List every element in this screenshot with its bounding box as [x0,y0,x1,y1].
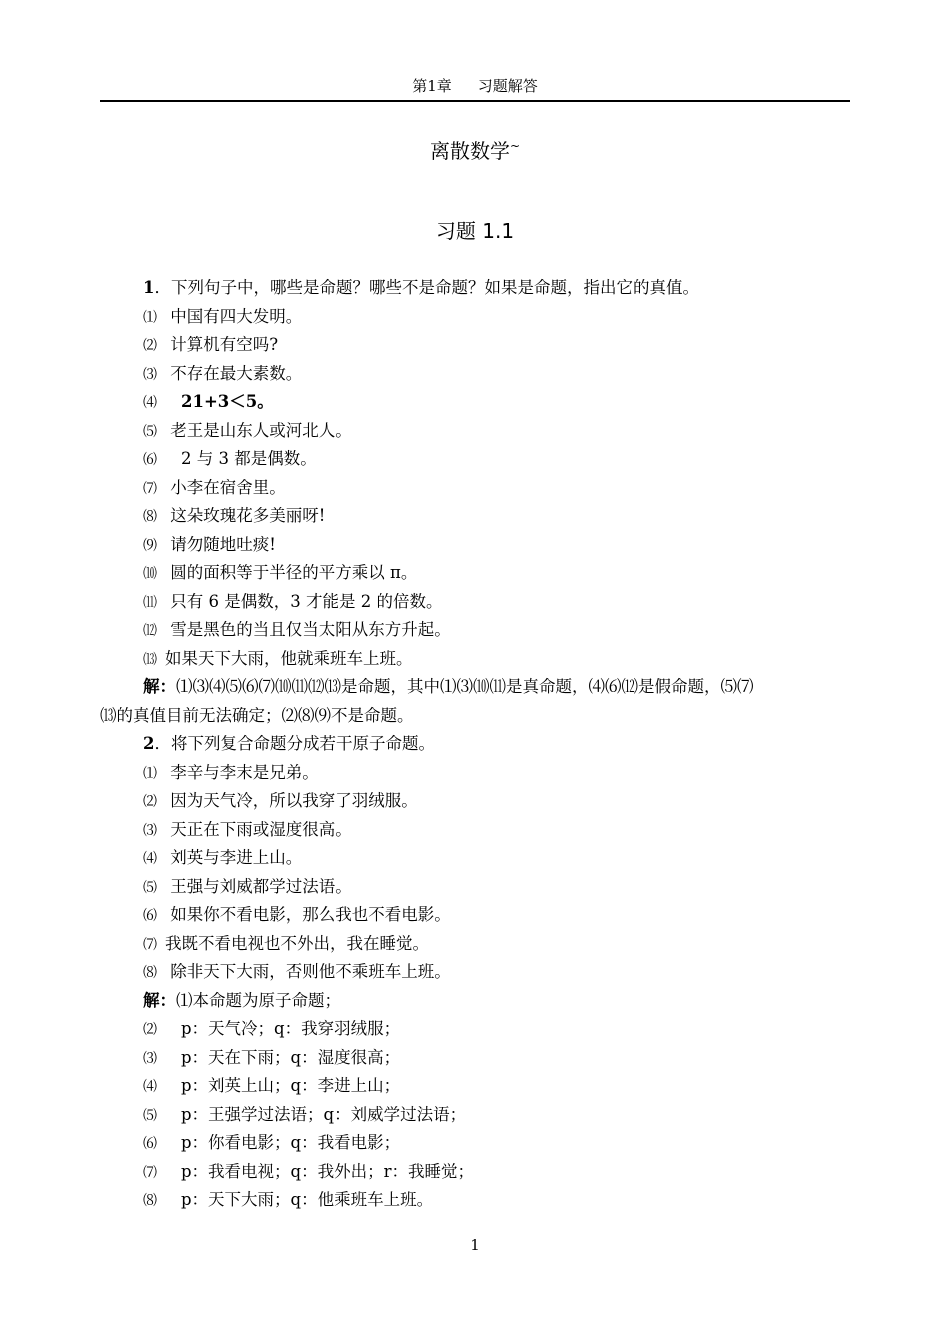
item-text: 圆的面积等于半径的平方乘以 π。 [170,563,418,582]
item-text: 只有 6 是偶数，3 才能是 2 的倍数。 [170,591,443,611]
answer-text: ⒀的真值目前无法确定；⑵⑻⑼不是命题。 [100,705,414,725]
list-item [100,759,850,788]
list-item [100,616,850,645]
list-item [100,360,850,389]
item-number: ⑶ [143,1050,156,1067]
item-number: ⑽ [143,566,156,582]
page-number: 1 [470,1236,480,1254]
item-number: ⑺ [143,1164,156,1181]
question-1-stem [100,274,850,303]
item-text: 除非天下大雨，否则他不乘班车上班。 [170,962,451,981]
item-text: p：天下大雨；q：他乘班车上班。 [181,1190,434,1209]
item-number: ⑻ [143,965,156,981]
list-item [100,816,850,845]
item-number: ⑹ [143,452,156,468]
list-item [100,901,850,930]
item-number: ⑹ [143,1136,156,1152]
item-text: 请勿随地吐痰! [170,534,276,554]
list-item [100,445,850,474]
item-number: ⑻ [143,509,156,525]
answer-text: ⑴本命题为原子命题； [176,990,341,1010]
answer-label: 解： [143,677,176,696]
answer-item [100,1129,850,1158]
question-2-text: ．将下列复合命题分成若干原子命题。 [154,734,435,753]
item-text: p：天在下雨；q：湿度很高； [181,1047,401,1067]
item-number: ⑶ [143,366,156,383]
document-body [100,274,850,1215]
running-header [100,76,850,96]
list-item [100,531,850,560]
header-rule [100,100,850,102]
item-number: ⑺ [143,480,156,497]
item-text: 王强与刘威都学过法语。 [170,876,352,896]
item-text: 不存在最大素数。 [170,363,303,383]
item-text: p：天气冷；q：我穿羽绒服； [181,1019,401,1038]
question-1-number: 1 [143,278,155,297]
answer-item [100,1158,850,1187]
item-text: 天正在下雨或湿度很高。 [170,819,352,839]
item-text: 我既不看电视也不外出，我在睡觉。 [165,933,429,953]
list-item [100,331,850,360]
item-text: 刘英与李进上山。 [170,848,303,867]
document-title [100,132,850,165]
section-title: 习题 1.1 [435,219,515,243]
list-item [100,303,850,332]
item-number: ⑵ [143,338,156,354]
item-number: ⑾ [143,594,156,611]
header-chapter: 第1章 [412,77,452,95]
item-text: p：王强学过法语；q：刘威学过法语； [181,1104,467,1124]
list-item [100,873,850,902]
item-number: ⑹ [143,908,156,924]
list-item [100,645,850,674]
list-item [100,930,850,959]
item-text: 小李在宿舍里。 [170,477,286,497]
item-number: ⑻ [143,1193,156,1209]
item-text: 21+3＜5。 [181,392,274,411]
item-text: p：我看电视；q：我外出；r：我睡觉； [181,1161,475,1181]
item-number: ⑴ [143,309,156,326]
item-number: ⑿ [143,623,156,639]
item-text: p：你看电影；q：我看电影； [181,1133,401,1152]
item-number: ⑵ [143,794,156,810]
list-item [100,417,850,446]
answer-item [100,1072,850,1101]
list-item [100,844,850,873]
item-number: ⑷ [143,1079,156,1095]
list-item [100,958,850,987]
item-text: 如果天下大雨，他就乘班车上班。 [165,648,413,668]
answer-item [100,1044,850,1073]
title-mark: ~ [509,139,521,153]
answer-label: 解： [143,990,176,1010]
item-text: 雪是黑色的当且仅当太阳从东方升起。 [170,620,451,639]
item-number: ⒀ [143,651,156,668]
document-title-text: 离散数学 [429,139,510,163]
item-text: p：刘英上山；q：李进上山； [181,1076,401,1095]
question-2-stem [100,730,850,759]
item-text: 如果你不看电影，那么我也不看电影。 [170,905,451,924]
item-number: ⑺ [143,936,156,953]
answer-item [100,1186,850,1215]
item-number: ⑷ [143,395,156,411]
item-number: ⑸ [143,1107,156,1124]
list-item [100,388,850,417]
question-1-answer [100,673,850,702]
item-text: 2 与 3 都是偶数。 [181,449,317,468]
item-number: ⑸ [143,879,156,896]
question-2-number: 2 [143,734,155,753]
item-text: 老王是山东人或河北人。 [170,420,352,440]
question-1-answer-continued [100,702,850,731]
item-number: ⑷ [143,851,156,867]
answer-item [100,1101,850,1130]
item-number: ⑶ [143,822,156,839]
item-text: 计算机有空吗? [170,335,279,354]
item-text: 中国有四大发明。 [170,306,303,326]
list-item [100,588,850,617]
item-number: ⑵ [143,1022,156,1038]
list-item [100,559,850,588]
list-item [100,502,850,531]
item-number: ⑴ [143,765,156,782]
question-2-answer [100,987,850,1016]
list-item [100,787,850,816]
item-text: 因为天气冷，所以我穿了羽绒服。 [170,791,418,810]
item-number: ⑼ [143,537,156,554]
list-item [100,474,850,503]
answer-text: ⑴⑶⑷⑸⑹⑺⑽⑾⑿⒀是命题，其中⑴⑶⑽⑾是真命题，⑷⑹⑿是假命题，⑸⑺ [176,677,754,696]
answer-item [100,1015,850,1044]
item-text: 这朵玫瑰花多美丽呀! [170,506,326,525]
header-subtitle: 习题解答 [477,77,538,95]
item-text: 李辛与李末是兄弟。 [170,762,319,782]
question-1-text: ．下列句子中，哪些是命题？哪些不是命题？如果是命题，指出它的真值。 [154,278,699,297]
item-number: ⑸ [143,423,156,440]
